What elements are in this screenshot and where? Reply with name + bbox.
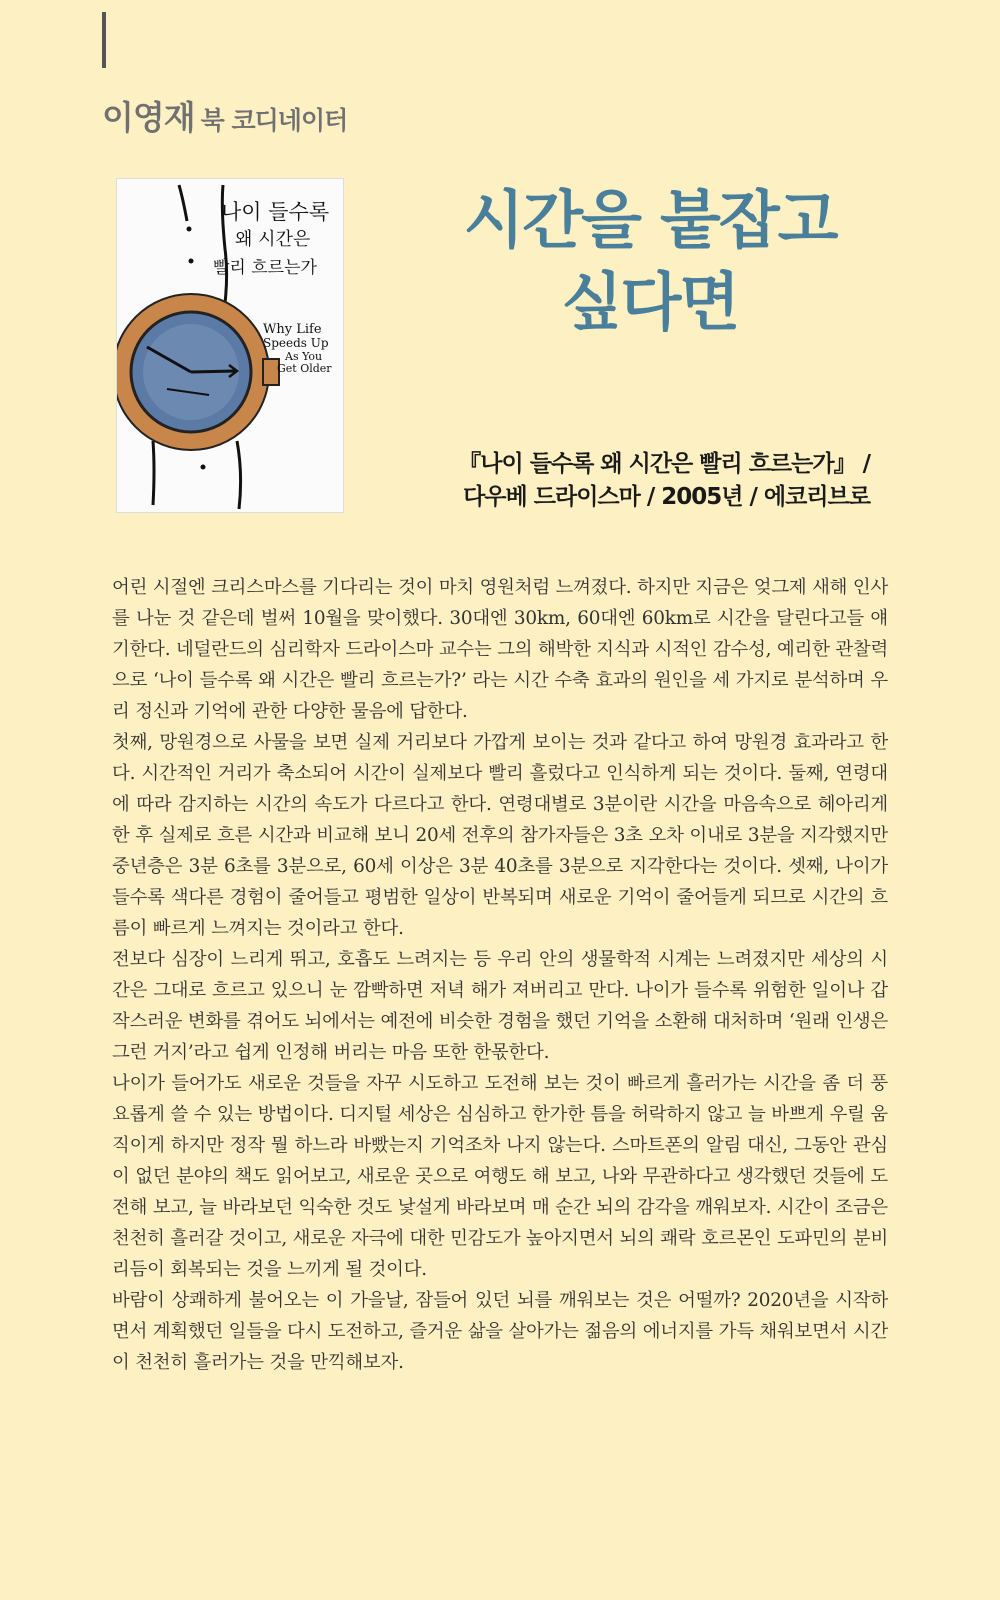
body-paragraph: 나이가 들어가도 새로운 것들을 자꾸 시도하고 도전해 보는 것이 빠르게 흘러가는 시간을 좀 더 풍요롭게 쓸 수 있는 방법이다. 디지털 세상은 심심하고 한가한 틈을 허락하지 않고 늘 바쁘게 우릴 움직이게 하지만 정작 뭘 하느라 바빴는지 기억조차 나지 않는다. 스마트폰의 알림 대신, 그동안 관심이 없던 분야의 책도 읽어보고, 새로운 곳으로 여행도 해 보고, 나와 무관하다고 생각했던 것들에 도전해 보고, 늘 바라보던 익숙한 것도 낯설게 바라보며 매 순간 뇌의 감각을 깨워보자. 시간이 조금은 천천히 흘러갈 것이고, 새로운 자극에 대한 민감도가 높아지면서 뇌의 쾌락 호르몬인 도파민의 분비 리듬이 회복되는 것을 느끼게 될 것이다.: [112, 1073, 889, 1280]
book-cover-illustration: [117, 179, 343, 512]
svg-text:나이 들수록: 나이 들수록: [221, 200, 330, 224]
author-role: 북 코디네이터: [200, 106, 348, 135]
article-body: [112, 572, 888, 1378]
book-cover-image: [117, 179, 343, 512]
body-paragraph: 전보다 심장이 느리게 뛰고, 호흡도 느려지는 등 우리 안의 생물학적 시계는 느려졌지만 세상의 시간은 그대로 흐르고 있으니 눈 깜빡하면 저녁 해가 져버리고 만다. 나이가 들수록 위험한 일이나 갑작스러운 변화를 겪어도 뇌에서는 예전에 비슷한 경험을 했던 기억을 소환해 대처하며 ‘원래 인생은 그런 거지’라고 쉽게 인정해 버리는 마음 또한 한몫한다.: [112, 949, 889, 1063]
svg-text:Why Life: Why Life: [263, 322, 322, 337]
author-name: 이영재: [102, 98, 195, 137]
article-title: [430, 180, 870, 344]
svg-text:As You: As You: [285, 350, 323, 363]
body-paragraph: 바람이 상쾌하게 불어오는 이 가을날, 잠들어 있던 뇌를 깨워보는 것은 어떨까? 2020년을 시작하면서 계획했던 일들을 다시 도전하고, 즐거운 삶을 살아가는 젊음의 에너지를 가득 채워보면서 시간이 천천히 흘러가는 것을 만끽해보자.: [112, 1290, 889, 1373]
svg-text:왜 시간은: 왜 시간은: [235, 229, 311, 250]
header-accent-bar: [102, 12, 106, 68]
svg-text:빨리 흐르는가: 빨리 흐르는가: [213, 258, 317, 278]
body-paragraph: 첫째, 망원경으로 사물을 보면 실제 거리보다 가깝게 보이는 것과 같다고 하여 망원경 효과라고 한다. 시간적인 거리가 축소되어 시간이 실제보다 빨리 흘렀다고 인식하게 되는 것이다. 둘째, 연령대에 따라 감지하는 시간의 속도가 다르다고 한다. 연령대별로 3분이란 시간을 마음속으로 헤아리게 한 후 실제로 흐른 시간과 비교해 보니 20세 전후의 참가자들은 3초 오차 이내로 3분을 지각했지만 중년층은 3분 6초를 3분으로, 60세 이상은 3분 40초를 3분으로 지각한다는 것이다. 셋째, 나이가 들수록 색다른 경험이 줄어들고 평범한 일상이 반복되며 새로운 기억이 줄어들게 되므로 시간의 흐름이 빠르게 느껴지는 것이라고 한다.: [112, 732, 888, 939]
book-info-title: 『나이 들수록 왜 시간은 빨리 흐르는가』 /: [458, 451, 870, 477]
body-paragraph: 어린 시절엔 크리스마스를 기다리는 것이 마치 영원처럼 느껴졌다. 하지만 지금은 엊그제 새해 인사를 나눈 것 같은데 벌써 10월을 맞이했다. 30대엔 30km, 60대엔 60km로 시간을 달린다고들 얘기한다. 네덜란드의 심리학자 드라이스마 교수는 그의 해박한 지식과 시적인 감수성, 예리한 관찰력으로 ‘나이 들수록 왜 시간은 빨리 흐르는가?’ 라는 시간 수축 효과의 원인을 세 가지로 분석하며 우리 정신과 기억에 관한 다양한 물음에 답한다.: [112, 577, 889, 722]
svg-text:Speeds Up: Speeds Up: [263, 336, 329, 350]
article-title-line2: 싶다면: [561, 266, 739, 339]
book-info-author-year-publisher: 다우베 드라이스마 / 2005년 / 에코리브로: [463, 484, 870, 510]
author-byline: [102, 92, 347, 139]
book-info: [458, 448, 870, 514]
article-title-line1: 시간을 붙잡고: [463, 184, 837, 257]
svg-text:Get Older: Get Older: [277, 362, 332, 375]
